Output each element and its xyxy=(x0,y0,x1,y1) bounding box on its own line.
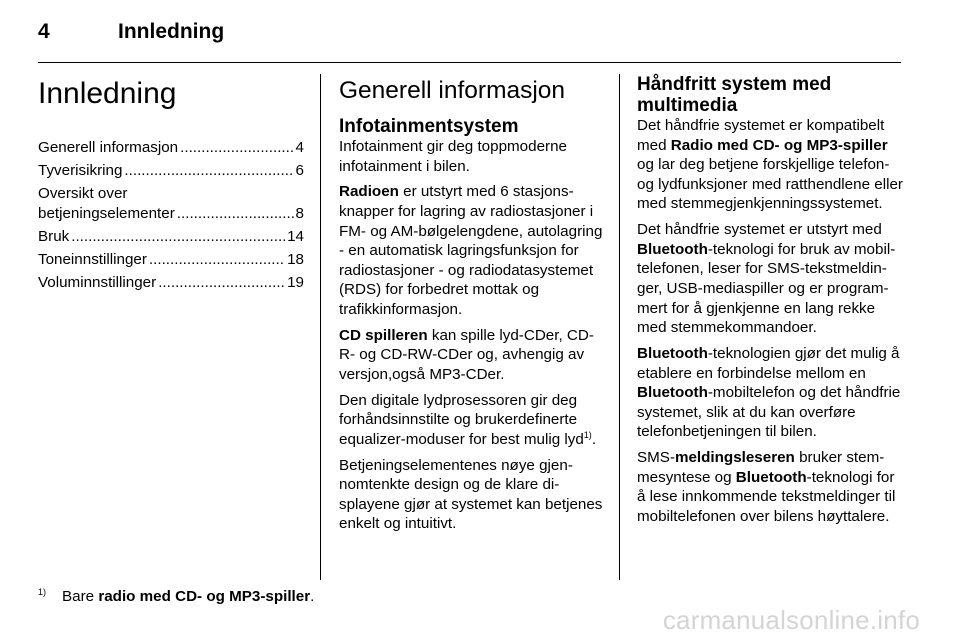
paragraph: Infotainment gir deg toppmoderne infotainment i bilen. xyxy=(339,138,567,175)
toc-page: 8 xyxy=(295,204,304,222)
toc-label: Generell informasjon xyxy=(38,139,179,156)
column-divider xyxy=(320,74,321,580)
toc-label: Toneinnstillinger xyxy=(38,250,147,268)
subsection-title: Infotainmentsystem xyxy=(339,116,519,137)
column-divider xyxy=(619,74,620,580)
toc-item[interactable] xyxy=(38,161,304,181)
toc-item[interactable] xyxy=(38,138,304,158)
header-title: Innledning xyxy=(118,20,225,43)
toc-label: Bruk xyxy=(38,227,70,245)
paragraph: Det håndfrie systemet er utstyrt med Bluetooth-teknologi for bruk av mobiltelefonen, leser for SMS-tekstmeldinger, USB-mediaspiller og er programmert for å gjenkjenne en lang rekke med stemmekommandoer. xyxy=(637,221,896,337)
toc-label: Tyverisikring xyxy=(38,161,123,179)
toc-label: Oversikt over betjeningselementer xyxy=(38,184,175,222)
toc-page: 6 xyxy=(295,161,304,179)
paragraph: Den digitale lydprosessoren gir deg forhåndsinnstilte og brukerdefinerte equalizer-moduser for best mulig lyd$^{1)}$. xyxy=(339,391,597,448)
watermark: carmanualsonline.info xyxy=(662,605,920,635)
page-number: 4 xyxy=(38,20,50,43)
footnote-marker: 1) xyxy=(38,587,47,597)
toc-item[interactable] xyxy=(38,273,304,293)
paragraph: Radioen er utstyrt med 6 stasjonsknapper for lagring av radiostasjoner i FM- og AM-bølgelengdene, autolagring - en automatisk lagringsfunksjon for radiostasjoner - og radiodatasystemet (RDS) for forbedret mottak og trafikkinformasjon. xyxy=(339,183,603,318)
left-column xyxy=(38,74,304,296)
toc-item[interactable] xyxy=(38,184,304,223)
paragraph: CD spilleren kan spille lyd-CDer, CD-R- og CD-RW-CDer og, avhengig av versjon,også MP3-CDer. xyxy=(339,326,594,383)
paragraph: Det håndfrie systemet er kompatibelt med Radio med CD- og MP3-spiller og lar deg betjene forskjellige telefon- og lydfunksjoner med ratthendlene eller med stemmegjenkjenningssystemet. xyxy=(637,117,903,213)
paragraph: Betjeningselementenes nøye gjennomtenkte design og de klare displayene gjør at systemet kan betjenes enkelt og intuitivt. xyxy=(339,456,603,533)
table-of-contents xyxy=(38,138,304,292)
toc-page: 4 xyxy=(295,139,304,156)
toc-item[interactable] xyxy=(38,250,304,270)
footnote: $^{1)}$ Bare radio med CD- og MP3-spiller. xyxy=(38,587,315,605)
chapter-title: Innledning xyxy=(38,77,177,110)
middle-column xyxy=(339,74,604,540)
paragraph: Bluetooth-teknologien gjør det mulig å etablere en forbindelse mellom en Bluetooth-mobiltelefon og det håndfrie systemet, slik at du kan overføre telefonbetjeningen til bilen. xyxy=(637,344,901,441)
toc-page: 18 xyxy=(287,250,304,268)
right-column xyxy=(637,74,903,533)
paragraph: SMS-meldingsleseren bruker stemmesyntese og Bluetooth-teknologi for å lese innkommende tekstmeldinger til mobiltelefonen over bilens høyttalere. xyxy=(637,449,896,525)
toc-page: 19 xyxy=(287,273,304,291)
toc-item[interactable] xyxy=(38,227,304,247)
section-title: Generell informasjon xyxy=(339,77,566,104)
section-title: Håndfritt system med multimedia xyxy=(637,74,832,116)
toc-label: Voluminnstillinger xyxy=(38,273,157,291)
footnote-ref[interactable]: 1) xyxy=(583,429,592,440)
toc-page: 14 xyxy=(287,227,304,245)
header-rule xyxy=(38,62,901,63)
